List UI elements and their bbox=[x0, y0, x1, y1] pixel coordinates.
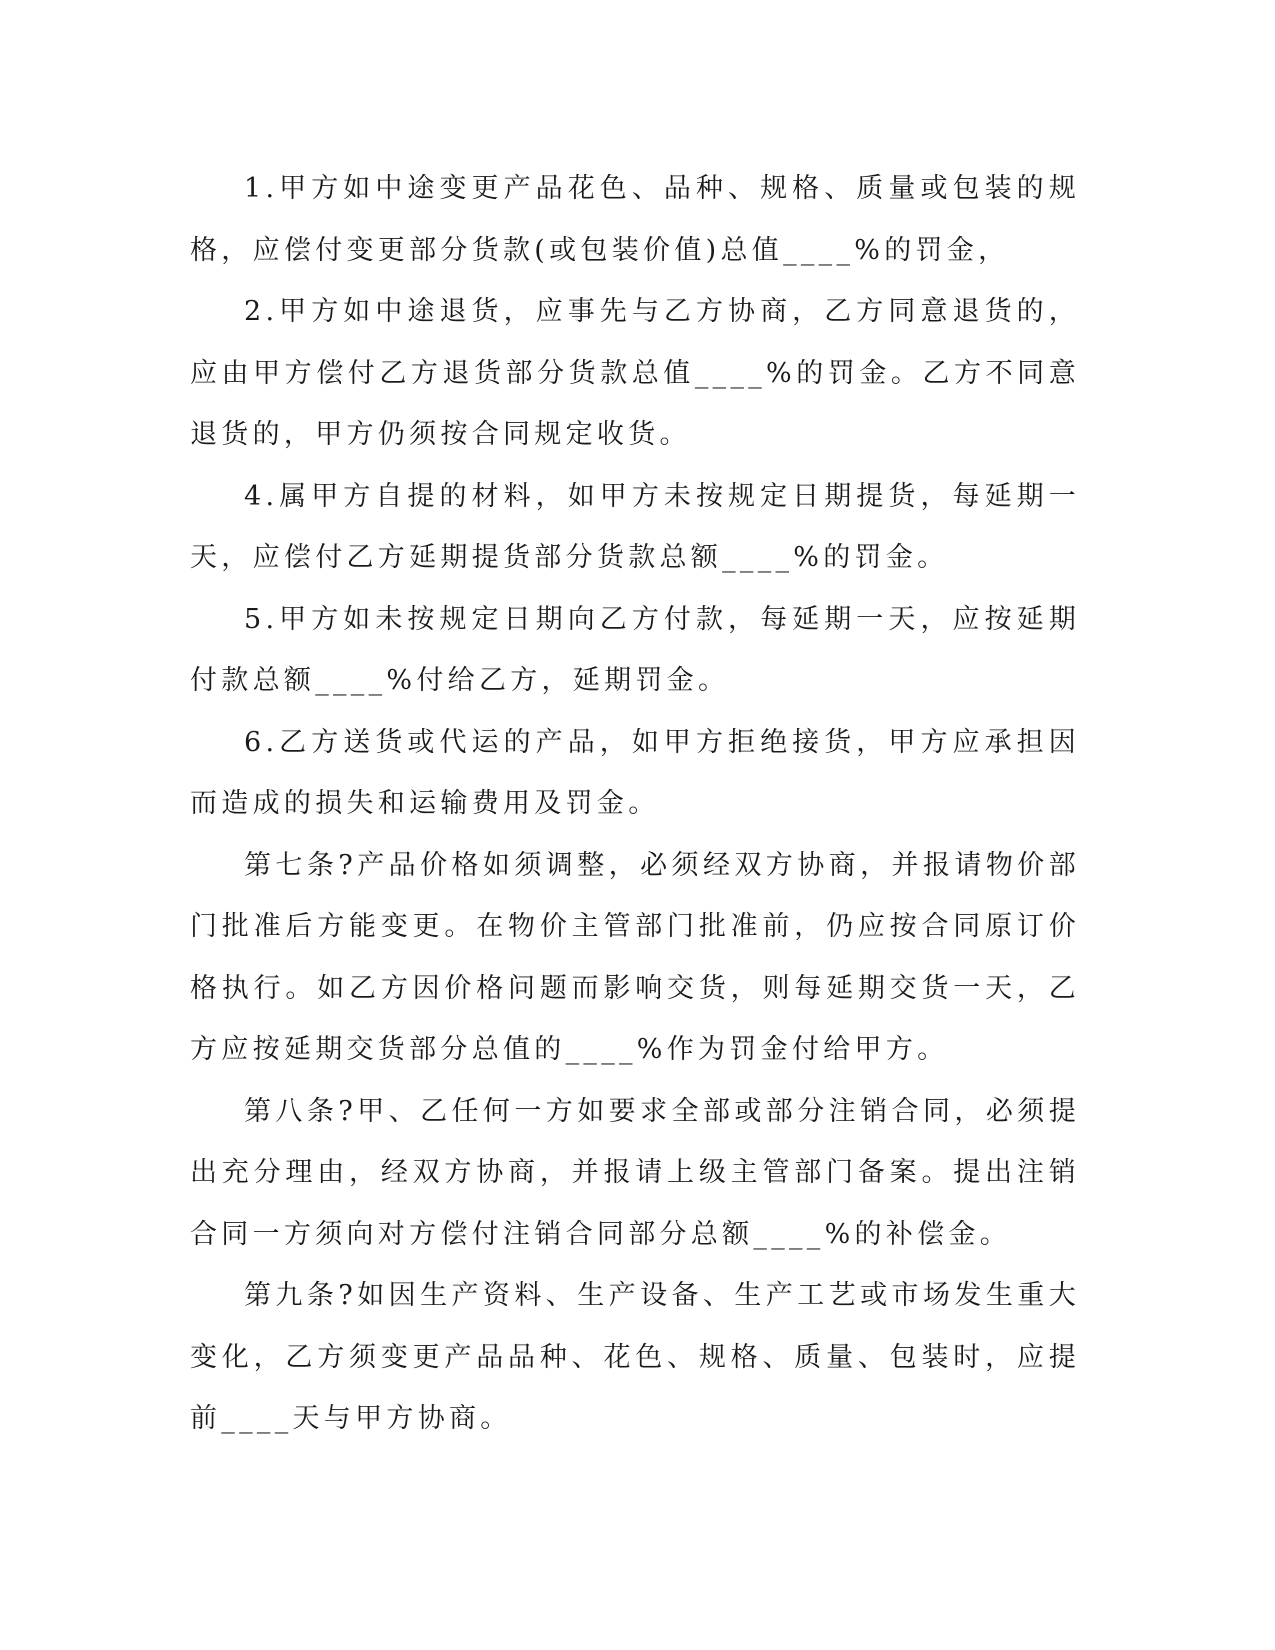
clause-paragraph-4: 4.属甲方自提的材料，如甲方未按规定日期提货，每延期一天，应偿付乙方延期提货部分货款总额____%的罚金。 bbox=[190, 480, 1080, 573]
article-9-paragraph: 第九条?如因生产资料、生产设备、生产工艺或市场发生重大变化，乙方须变更产品品种、花色、规格、质量、包装时，应提前____天与甲方协商。 bbox=[190, 1280, 1080, 1434]
clause-paragraph-1: 1.甲方如中途变更产品花色、品种、规格、质量或包装的规格，应偿付变更部分货款(或包装价值)总值____%的罚金， bbox=[190, 173, 1080, 266]
article-8-paragraph: 第八条?甲、乙任何一方如要求全部或部分注销合同，必须提出充分理由，经双方协商，并报请上级主管部门备案。提出注销合同一方须向对方偿付注销合同部分总额____%的补偿金。 bbox=[190, 1095, 1080, 1250]
article-7-paragraph: 第七条?产品价格如须调整，必须经双方协商，并报请物价部门批准后方能变更。在物价主管部门批准前，仍应按合同原订价格执行。如乙方因价格问题而影响交货，则每延期交货一天，乙方应按延期交货部分总值的____%作为罚金付给甲方。 bbox=[190, 849, 1080, 1065]
clause-paragraph-6: 6.乙方送货或代运的产品，如甲方拒绝接货，甲方应承担因而造成的损失和运输费用及罚金。 bbox=[190, 726, 1080, 819]
document-body bbox=[190, 158, 1080, 1450]
clause-paragraph-2: 2.甲方如中途退货，应事先与乙方协商，乙方同意退货的，应由甲方偿付乙方退货部分货款总值____%的罚金。乙方不同意退货的，甲方仍须按合同规定收货。 bbox=[190, 296, 1080, 450]
clause-paragraph-5: 5.甲方如未按规定日期向乙方付款，每延期一天，应按延期付款总额____%付给乙方，延期罚金。 bbox=[190, 603, 1080, 696]
